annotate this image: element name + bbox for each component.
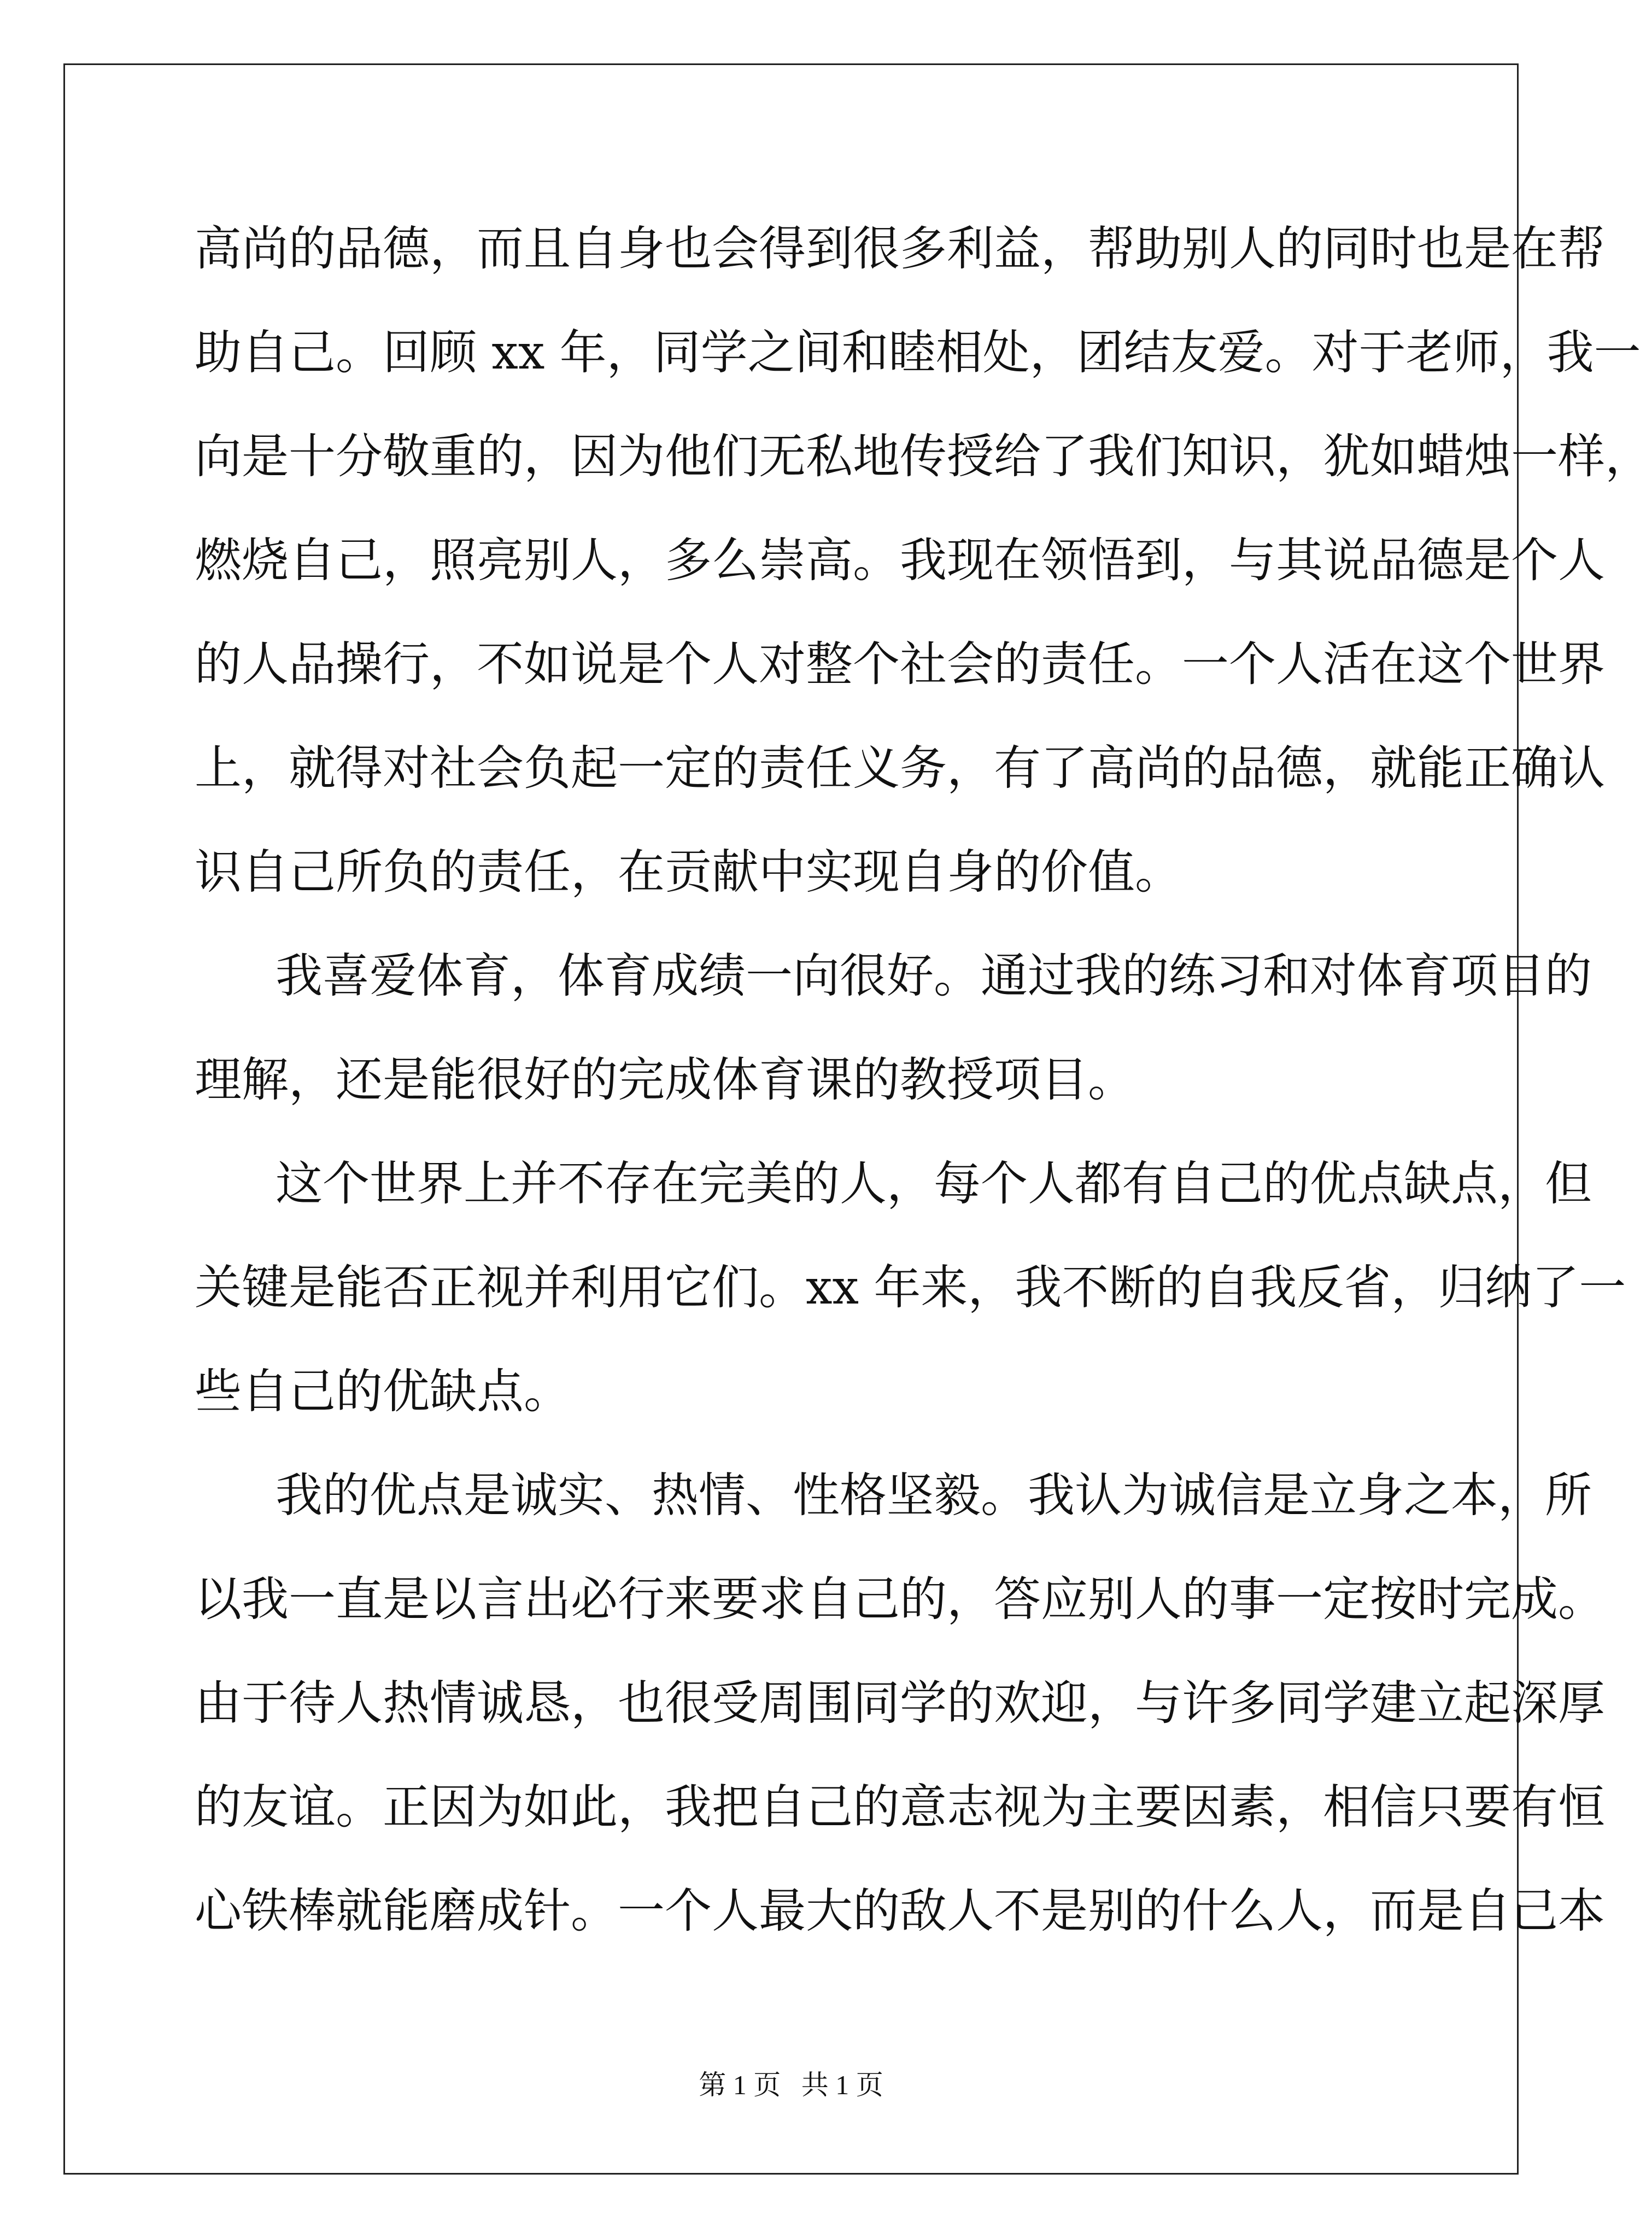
document-body	[195, 197, 1652, 1963]
text-line: 些自己的优缺点。	[195, 1364, 571, 1419]
text-line: 上，就得对社会负起一定的责任义务，有了高尚的品德，就能正确认	[195, 741, 1605, 796]
text-line: 的人品操行，不如说是个人对整个社会的责任。一个人活在这个世界	[195, 637, 1605, 692]
paragraph-first-line: 我的优点是诚实、热情、性格坚毅。我认为诚信是立身之本，所	[276, 1468, 1592, 1523]
text-line: 心铁棒就能磨成针。一个人最大的敌人不是别的什么人，而是自己本	[195, 1884, 1605, 1938]
paragraph-first-line: 我喜爱体育，体育成绩一向很好。通过我的练习和对体育项目的	[276, 949, 1592, 1003]
text-line: 高尚的品德，而且自身也会得到很多利益，帮助别人的同时也是在帮	[195, 221, 1605, 276]
text-line: 由于待人热情诚恳，也很受周围同学的欢迎，与许多同学建立起深厚	[195, 1676, 1605, 1731]
text-line: 燃烧自己，照亮别人，多么崇高。我现在领悟到，与其说品德是个人	[195, 533, 1605, 588]
paragraph-first-line: 这个世界上并不存在完美的人，每个人都有自己的优点缺点，但	[276, 1156, 1592, 1211]
text-line: 向是十分敬重的，因为他们无私地传授给了我们知识，犹如蜡烛一样，	[195, 429, 1652, 484]
text-line: 理解，还是能很好的完成体育课的教授项目。	[195, 1053, 1135, 1107]
text-line: 关键是能否正视并利用它们。xx 年来，我不断的自我反省，归纳了一	[195, 1260, 1626, 1315]
text-line: 助自己。回顾 xx 年，同学之间和睦相处，团结友爱。对于老师，我一	[195, 325, 1641, 380]
page-number-footer: 第 1 页 共 1 页	[699, 2070, 883, 2100]
text-line: 的友谊。正因为如此，我把自己的意志视为主要因素，相信只要有恒	[195, 1780, 1605, 1834]
text-line: 以我一直是以言出必行来要求自己的，答应别人的事一定按时完成。	[195, 1572, 1605, 1627]
text-line: 识自己所负的责任，在贡献中实现自身的价值。	[195, 845, 1182, 899]
